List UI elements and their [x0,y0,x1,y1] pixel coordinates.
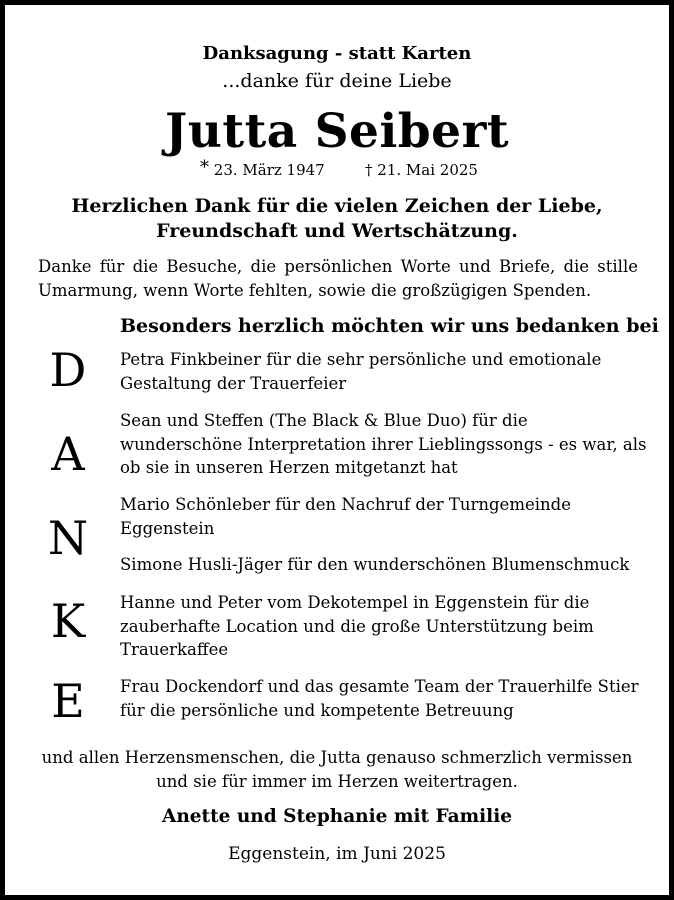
death-date [365,161,478,179]
thanks-heading-line: Freundschaft und Wertschätzung. [156,220,518,242]
thanks-heading [0,194,674,244]
deceased-name: Jutta Seibert [164,104,510,159]
notice-heading: Danksagung - statt Karten [202,43,472,64]
signature: Anette und Stephanie mit Familie [161,806,513,827]
acknowledgement-item: Simone Husli-Jäger für den wunderschönen Blumenschmuck [120,555,630,574]
closing-paragraph [0,746,674,794]
acknowledgement-item: Mario Schönleber für den Nachruf der Turngemeinde Eggenstein [120,495,571,538]
danke-letter-e: E [51,674,85,728]
birth-symbol: * [200,157,209,178]
special-thanks-heading: Besonders herzlich möchten wir uns bedanken bei [120,315,659,337]
acknowledgement-item: Petra Finkbeiner für die sehr persönliche und emotionale Gestaltung der Trauerfeier [120,350,602,393]
death-date-text: 21. Mai 2025 [377,161,478,179]
place-date: Eggenstein, im Juni 2025 [228,844,446,864]
danke-letter-d: D [49,343,87,397]
thanks-heading-line: Herzlichen Dank für die vielen Zeichen der Liebe, [71,195,603,217]
acknowledgement-item: Frau Dockendorf und das gesamte Team der Trauerhilfe Stier für die persönliche und kompetente Betreuung [120,677,639,720]
danke-letter-k: K [50,594,86,648]
birth-date [200,157,325,182]
danke-letter-n: N [47,511,89,565]
death-symbol: † [365,161,373,179]
closing-line: und sie für immer im Herzen weitertragen. [156,772,518,791]
notice-subheading: ...danke für deine Liebe [222,70,452,92]
acknowledgement-item: Hanne und Peter vom Dekotempel in Eggenstein für die zauberhafte Location und die große Unterstützung beim Trauerkaffee [120,593,594,659]
closing-line: und allen Herzensmenschen, die Jutta genauso schmerzlich vermissen [41,748,633,767]
acknowledgement-item: Sean und Steffen (The Black & Blue Duo) für die wunderschöne Interpretation ihrer Lieblingssongs - es war, als ob sie in unseren Herzen mitgetanzt hat [120,411,647,477]
birth-date-text: 23. März 1947 [213,161,325,179]
danke-letter-a: A [51,427,85,481]
intro-paragraph: Danke für die Besuche, die persönlichen Worte und Briefe, die stille Umarmung, wenn Worte fehlten, sowie die großzügigen Spenden. [38,257,638,300]
